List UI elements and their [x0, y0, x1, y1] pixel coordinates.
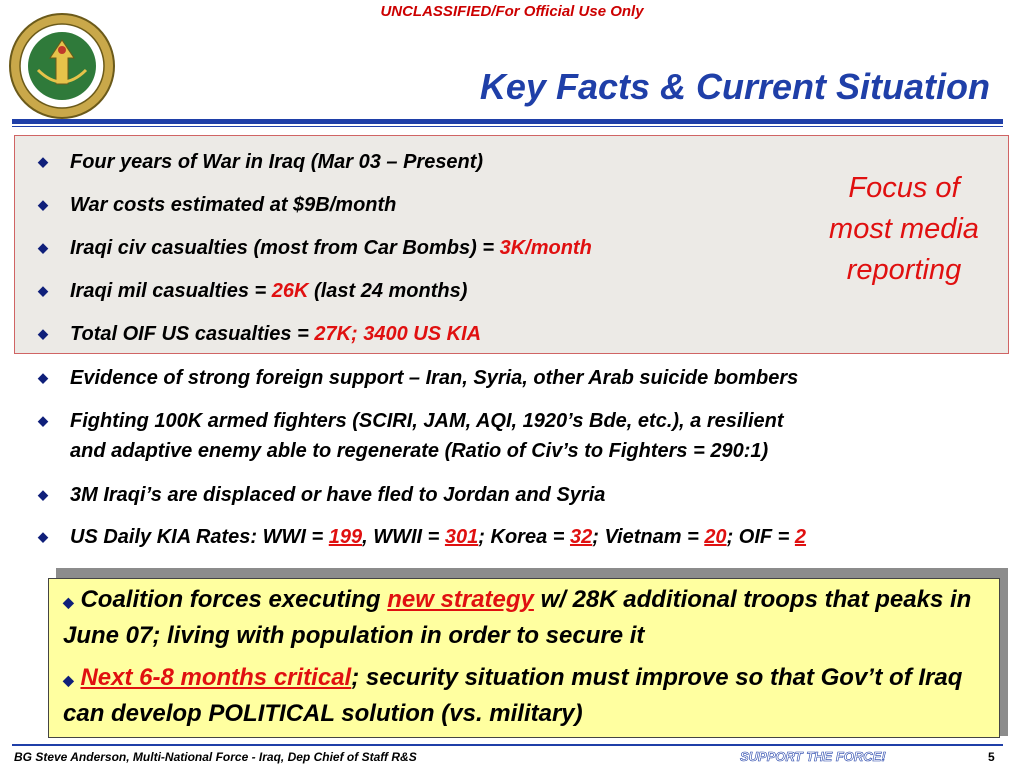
- bullet-foreign-support: ◆ Evidence of strong foreign support – Iran, Syria, other Arab suicide bombers: [38, 363, 798, 393]
- highlight-new-strategy: new strategy: [387, 586, 534, 613]
- diamond-bullet-icon: ◆: [38, 413, 48, 428]
- diamond-bullet-icon: ◆: [63, 672, 74, 688]
- diamond-bullet-icon: ◆: [38, 326, 48, 341]
- bullet-civ-casualties: ◆ Iraqi civ casualties (most from Car Bombs) = 3K/month: [38, 233, 592, 263]
- kia-wwi: 199: [328, 526, 363, 548]
- kia-vietnam: 20: [704, 526, 727, 548]
- strategy-callout: [48, 578, 1000, 738]
- highlight-value: 26K: [271, 280, 309, 302]
- classification-banner: UNCLASSIFIED/For Official Use Only: [380, 3, 644, 20]
- page-number: 5: [988, 750, 995, 764]
- media-focus-note: Focus of most media reporting: [829, 172, 979, 286]
- highlight-critical: Next 6-8 months critical: [80, 664, 352, 691]
- mnf-iraq-seal-icon: [8, 12, 116, 120]
- kia-oif: 2: [794, 526, 807, 548]
- highlight-value: 27K; 3400 US KIA: [314, 323, 482, 345]
- kia-wwii: 301: [444, 526, 479, 548]
- title-rule-thin: [12, 126, 1003, 127]
- bullet-war-costs: ◆ War costs estimated at $9B/month: [38, 190, 396, 220]
- bullet-displaced: ◆ 3M Iraqi’s are displaced or have fled to Jordan and Syria: [38, 480, 605, 510]
- page-title: Key Facts & Current Situation: [479, 66, 990, 107]
- title-rule: [12, 119, 1003, 124]
- bullet-us-casualties: ◆ Total OIF US casualties = 27K; 3400 US KIA: [38, 319, 481, 349]
- diamond-bullet-icon: ◆: [38, 370, 48, 385]
- diamond-bullet-icon: ◆: [38, 240, 48, 255]
- footer-slogan: SUPPORT THE FORCE!: [740, 749, 886, 764]
- diamond-bullet-icon: ◆: [38, 283, 48, 298]
- bullet-armed-fighters: ◆ Fighting 100K armed fighters (SCIRI, JAM, AQI, 1920’s Bde, etc.), a resilient and adaptive enemy able to regenerate (Ratio of Civ’s to Fighters = 290:1): [38, 406, 784, 466]
- callout-critical: ◆ Next 6-8 months critical; security situation must improve so that Gov’t of Iraq can develop POLITICAL solution (vs. military): [63, 664, 963, 727]
- footer-presenter: BG Steve Anderson, Multi-National Force - Iraq, Dep Chief of Staff R&S: [14, 750, 417, 764]
- highlight-value: 3K/month: [499, 237, 592, 259]
- diamond-bullet-icon: ◆: [38, 154, 48, 169]
- bullet-war-duration: ◆ Four years of War in Iraq (Mar 03 – Present): [38, 147, 483, 177]
- bullet-mil-casualties: ◆ Iraqi mil casualties = 26K (last 24 months): [38, 276, 467, 306]
- kia-korea: 32: [569, 526, 593, 548]
- callout-strategy: ◆ Coalition forces executing new strategy w/ 28K additional troops that peaks in June 07; living with population in order to secure it: [63, 586, 972, 649]
- footer-rule: [12, 744, 1003, 746]
- diamond-bullet-icon: ◆: [38, 197, 48, 212]
- diamond-bullet-icon: ◆: [63, 594, 74, 610]
- bullet-kia-rates: ◆ US Daily KIA Rates: WWI = 199, WWII = 301; Korea = 32; Vietnam = 20; OIF = 2: [38, 522, 806, 552]
- diamond-bullet-icon: ◆: [38, 529, 48, 544]
- diamond-bullet-icon: ◆: [38, 487, 48, 502]
